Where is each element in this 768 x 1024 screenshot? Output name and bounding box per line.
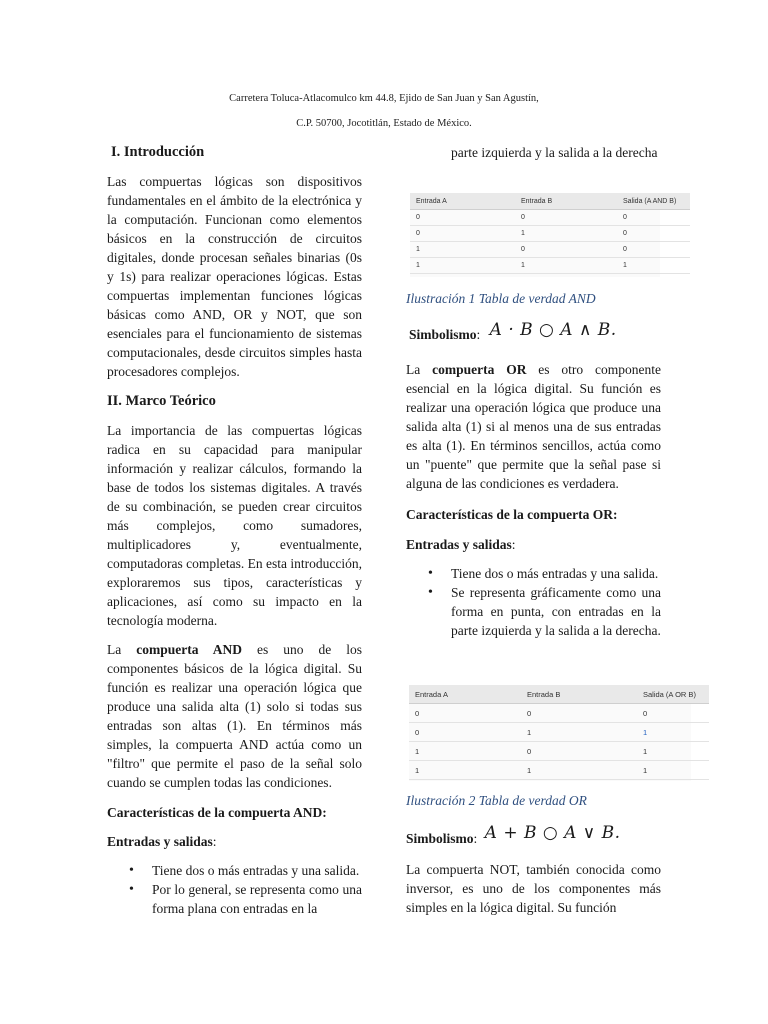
or-symbolism (406, 823, 621, 848)
or-formula: A + B ○ A ∨ B. (484, 823, 621, 843)
table-cell: 1 (637, 742, 709, 761)
table-cell: 0 (410, 210, 515, 226)
table-header: Entrada A (409, 685, 521, 704)
table-cell: 0 (515, 210, 617, 226)
intro-heading: I. Introducción (111, 144, 205, 160)
and-symbolism (409, 320, 617, 344)
table-row (409, 742, 709, 761)
or-paragraph (406, 360, 661, 493)
table-header: Salida (A AND B) (617, 193, 690, 210)
or-section (406, 360, 661, 640)
table-header: Entrada B (515, 193, 617, 210)
or-io-line (406, 535, 661, 554)
or-io-colon: : (511, 537, 516, 552)
list-item: • Se representa gráficamente como una forma en punta, con entradas en la parte izquierda y la salida a la derecha. (406, 583, 661, 640)
table-header: Entrada B (521, 685, 637, 704)
table-row (410, 258, 690, 274)
table-cell: 1 (409, 742, 521, 761)
or-paragraph-rest: es otro componente esencial en la lógica digital. Su función es realizar una operación lógica que produce una salida alta (1) si al menos una de sus entradas es alta (1). En términos sencillos, actúa como un "puente" que permite que la señal pase si alguna de las condiciones es verdadera. (406, 362, 661, 491)
intro-paragraph: Las compuertas lógicas son dispositivos fundamentales en el ámbito de la electrónica y la computación. Funcionan como elementos básicos en la construcción de circuitos digitales, donde procesan señales binarias (0s y 1s) para realizar operaciones lógicas. Estas compuertas implementan funciones lógicas básicas como AND, OR y NOT, que son esenciales para el funcionamiento de sistemas computacionales, desde circuitos simples hasta procesadores complejos. (107, 174, 362, 379)
table-cell: 1 (410, 258, 515, 274)
and-table-caption: Ilustración 1 Tabla de verdad AND (406, 291, 596, 306)
or-features-heading: Características de la compuerta OR: (406, 507, 618, 522)
symbolism-colon: : (476, 327, 481, 342)
table-cell: 1 (637, 761, 709, 780)
and-io-heading: Entradas y salidas (107, 834, 213, 849)
table-cell: 0 (617, 242, 690, 258)
table-row (409, 723, 709, 742)
table-cell: 1 (409, 761, 521, 780)
list-item: • Por lo general, se representa como una forma plana con entradas en la (107, 880, 362, 918)
and-paragraph-start: La (107, 642, 137, 657)
or-table-caption: Ilustración 2 Tabla de verdad OR (406, 793, 587, 808)
table-cell: 1 (410, 242, 515, 258)
and-bullet-continuation: parte izquierda y la salida a la derecha (451, 145, 658, 160)
table-row (410, 226, 690, 242)
table-cell: 0 (409, 723, 521, 742)
marco-heading: II. Marco Teórico (107, 393, 216, 409)
table-cell: 0 (637, 704, 709, 723)
table-row (409, 761, 709, 780)
left-column (107, 143, 362, 918)
symbolism-label: Simbolismo (406, 831, 474, 846)
address-line-1: Carretera Toluca-Atlacomulco km 44.8, Ejido de San Juan y San Agustín, (229, 93, 539, 104)
table-cell: 0 (521, 742, 637, 761)
table-row (410, 242, 690, 258)
list-item: • Tiene dos o más entradas y una salida. (107, 861, 362, 880)
table-row (409, 704, 709, 723)
table-cell: 1 (521, 761, 637, 780)
or-io-heading: Entradas y salidas (406, 537, 512, 552)
or-keyword: compuerta OR (432, 362, 527, 377)
not-section (406, 860, 661, 917)
and-truth-table (410, 193, 677, 277)
and-features-heading: Características de la compuerta AND: (107, 805, 327, 820)
symbolism-label: Simbolismo (409, 327, 477, 342)
list-item: • Tiene dos o más entradas y una salida. (406, 564, 661, 583)
table-row (410, 210, 690, 226)
table-cell: 0 (617, 226, 690, 242)
table-cell: 0 (515, 242, 617, 258)
and-keyword: compuerta AND (136, 642, 242, 657)
table-header: Salida (A OR B) (637, 685, 709, 704)
and-formula: A · B ○ A ∧ B. (489, 320, 617, 340)
or-paragraph-start: La (406, 362, 433, 377)
and-bullet-list (107, 861, 362, 918)
and-paragraph (107, 640, 362, 792)
and-io-line (107, 832, 362, 851)
table-cell: 1 (617, 258, 690, 274)
table-cell: 0 (410, 226, 515, 242)
or-truth-table (409, 685, 696, 781)
address-line-2: C.P. 50700, Jocotitlán, Estado de México. (296, 118, 472, 129)
and-paragraph-rest: es uno de los componentes básicos de la lógica digital. Su función es realizar una operación lógica que produce una salida alta (1) solo si todas sus entradas son altas (1). En términos más simples, la compuerta AND actúa como un "filtro" que permite el paso de la señal solo cuando se cumplen todas las condiciones. (107, 642, 362, 790)
symbolism-colon: : (473, 831, 478, 846)
table-cell: 0 (617, 210, 690, 226)
or-bullet-list (406, 564, 661, 640)
marco-paragraph: La importancia de las compuertas lógicas radica en su capacidad para manipular información y realizar cálculos, formando la base de todos los sistemas digitales. A través de su combinación, se pueden crear circuitos más complejos, como sumadores, multiplicadores y, eventualmente, computadoras completas. En esta introducción, exploraremos sus tipos, características y aplicaciones, así como su impacto en la tecnología moderna. (107, 423, 362, 628)
table-cell: 1 (515, 258, 617, 274)
table-cell: 0 (521, 704, 637, 723)
table-cell: 1 (637, 723, 709, 742)
table-header: Entrada A (410, 193, 515, 210)
not-paragraph: La compuerta NOT, también conocida como inversor, es uno de los componentes más simples en la lógica digital. Su función (406, 862, 661, 915)
table-cell: 1 (521, 723, 637, 742)
right-column (406, 143, 661, 162)
and-io-colon: : (212, 834, 217, 849)
table-cell: 1 (515, 226, 617, 242)
table-cell: 0 (409, 704, 521, 723)
